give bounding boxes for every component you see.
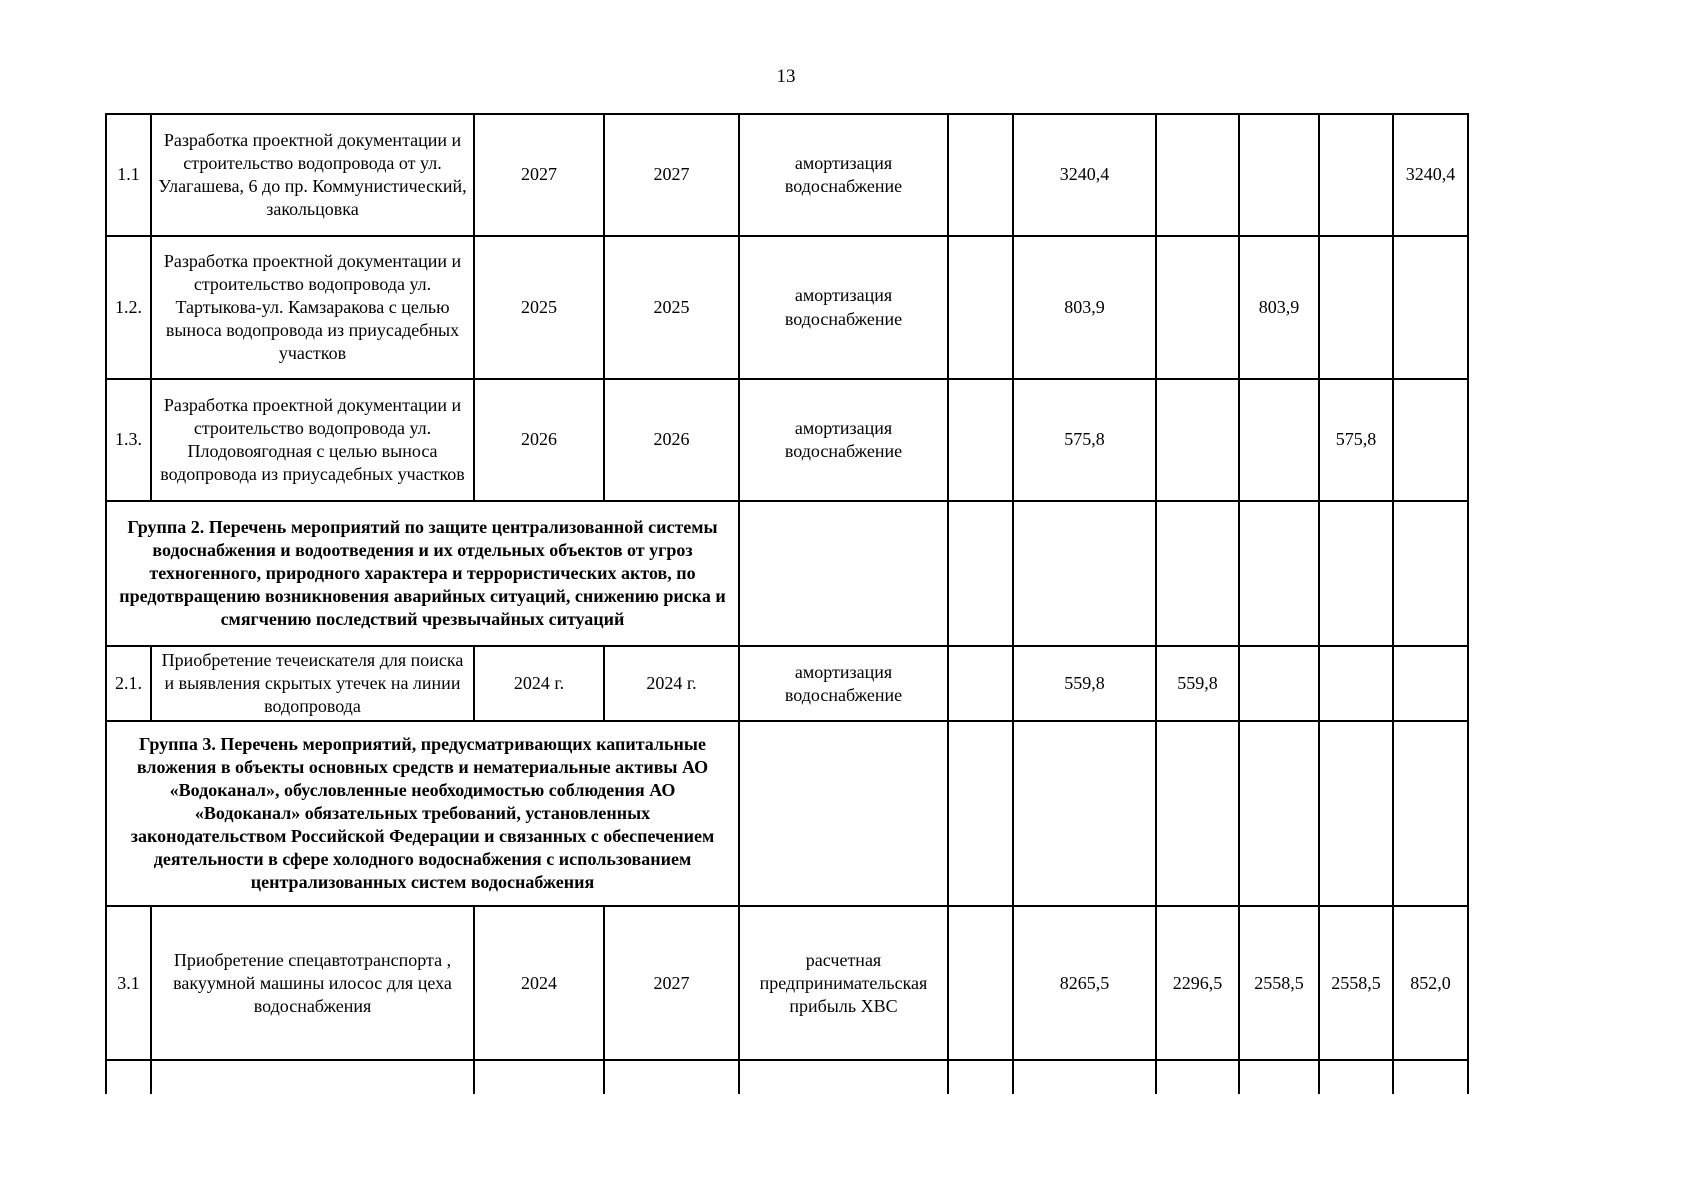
year-start: 2025 (474, 236, 604, 379)
empty-cell (948, 379, 1013, 501)
funding-source: амортизация водоснабжение (739, 379, 948, 501)
empty-cell (1319, 501, 1393, 646)
year-end: 2027 (604, 906, 739, 1060)
amount-total: 575,8 (1013, 379, 1156, 501)
row-number: 3.1 (106, 906, 151, 1060)
empty-cell (948, 236, 1013, 379)
empty-cell (604, 1060, 739, 1094)
empty-cell (948, 1060, 1013, 1094)
empty-cell (151, 1060, 474, 1094)
empty-cell (1239, 501, 1319, 646)
empty-cell (948, 721, 1013, 906)
amount-2024 (1156, 236, 1239, 379)
empty-cell (739, 721, 948, 906)
amount-2027: 852,0 (1393, 906, 1468, 1060)
measure-description: Разработка проектной документации и строительство водопровода ул. Плодовоягодная с целью выноса водопровода из приусадебных участков (151, 379, 474, 501)
amount-2024 (1156, 114, 1239, 236)
amount-2026: 2558,5 (1319, 906, 1393, 1060)
group-2-title: Группа 2. Перечень мероприятий по защите централизованной системы водоснабжения и водоотведения и их отдельных объектов от угроз техногенного, природного характера и террористических актов, по предотвращению возникновения аварийных ситуаций, снижению риска и смягчению последствий чрезвычайных ситуаций (106, 501, 739, 646)
amount-total: 8265,5 (1013, 906, 1156, 1060)
amount-total: 559,8 (1013, 646, 1156, 721)
amount-2026 (1319, 646, 1393, 721)
amount-2024: 559,8 (1156, 646, 1239, 721)
amount-2026 (1319, 236, 1393, 379)
measure-description: Приобретение спецавтотранспорта , вакуумной машины илосос для цеха водоснабжения (151, 906, 474, 1060)
amount-2026: 575,8 (1319, 379, 1393, 501)
empty-cell (948, 646, 1013, 721)
funding-source: амортизация водоснабжение (739, 236, 948, 379)
amount-2026 (1319, 114, 1393, 236)
empty-cell (1393, 721, 1468, 906)
amount-2025: 2558,5 (1239, 906, 1319, 1060)
year-start: 2024 г. (474, 646, 604, 721)
empty-cell (948, 114, 1013, 236)
year-end: 2024 г. (604, 646, 739, 721)
amount-2027 (1393, 379, 1468, 501)
empty-cell (1393, 501, 1468, 646)
table-row-1-2 (106, 236, 1468, 379)
empty-cell (1013, 1060, 1156, 1094)
empty-cell (1156, 721, 1239, 906)
row-number: 1.3. (106, 379, 151, 501)
amount-2024 (1156, 379, 1239, 501)
empty-cell (948, 501, 1013, 646)
empty-cell (739, 501, 948, 646)
measure-description: Разработка проектной документации и строительство водопровода от ул. Улагашева, 6 до пр. Коммунистический, закольцовка (151, 114, 474, 236)
group-2-header-row (106, 501, 1468, 646)
year-start: 2026 (474, 379, 604, 501)
row-number: 2.1. (106, 646, 151, 721)
year-end: 2026 (604, 379, 739, 501)
table-row-1-1 (106, 114, 1468, 236)
year-start: 2024 (474, 906, 604, 1060)
measures-table (105, 113, 1469, 1094)
amount-2027: 3240,4 (1393, 114, 1468, 236)
empty-cell (106, 1060, 151, 1094)
funding-source: амортизация водоснабжение (739, 646, 948, 721)
amount-total: 803,9 (1013, 236, 1156, 379)
table-row-3-1 (106, 906, 1468, 1060)
empty-cell (474, 1060, 604, 1094)
amount-2024: 2296,5 (1156, 906, 1239, 1060)
empty-cell (1239, 1060, 1319, 1094)
group-3-header-row (106, 721, 1468, 906)
empty-cell (1156, 501, 1239, 646)
amount-2025 (1239, 646, 1319, 721)
empty-cell (1319, 1060, 1393, 1094)
row-number: 1.2. (106, 236, 151, 379)
year-end: 2025 (604, 236, 739, 379)
group-3-title: Группа 3. Перечень мероприятий, предусматривающих капитальные вложения в объекты основных средств и нематериальные активы АО «Водоканал», обусловленные необходимостью соблюдения АО «Водоканал» обязательных требований, установленных законодательством Российской Федерации и связанных с обеспечением деятельности в сфере холодного водоснабжения с использованием централизованных систем водоснабжения (106, 721, 739, 906)
empty-cell (1013, 721, 1156, 906)
measure-description: Приобретение течеискателя для поиска и выявления скрытых утечек на линии водопровода (151, 646, 474, 721)
funding-source: расчетная предпринимательская прибыль ХВС (739, 906, 948, 1060)
empty-cell (739, 1060, 948, 1094)
amount-total: 3240,4 (1013, 114, 1156, 236)
empty-cell (948, 906, 1013, 1060)
measure-description: Разработка проектной документации и строительство водопровода ул. Тартыкова-ул. Камзаракова с целью выноса водопровода из приусадебных участков (151, 236, 474, 379)
empty-cell (1239, 721, 1319, 906)
amount-2025 (1239, 379, 1319, 501)
table-row-1-3 (106, 379, 1468, 501)
amount-2027 (1393, 236, 1468, 379)
funding-source: амортизация водоснабжение (739, 114, 948, 236)
amount-2027 (1393, 646, 1468, 721)
empty-cell (1393, 1060, 1468, 1094)
amount-2025: 803,9 (1239, 236, 1319, 379)
empty-cell (1013, 501, 1156, 646)
year-start: 2027 (474, 114, 604, 236)
amount-2025 (1239, 114, 1319, 236)
empty-cell (1156, 1060, 1239, 1094)
row-number: 1.1 (106, 114, 151, 236)
year-end: 2027 (604, 114, 739, 236)
table-row-2-1 (106, 646, 1468, 721)
empty-cell (1319, 721, 1393, 906)
page-number: 13 (776, 66, 796, 87)
table-row-cutoff (106, 1060, 1468, 1094)
